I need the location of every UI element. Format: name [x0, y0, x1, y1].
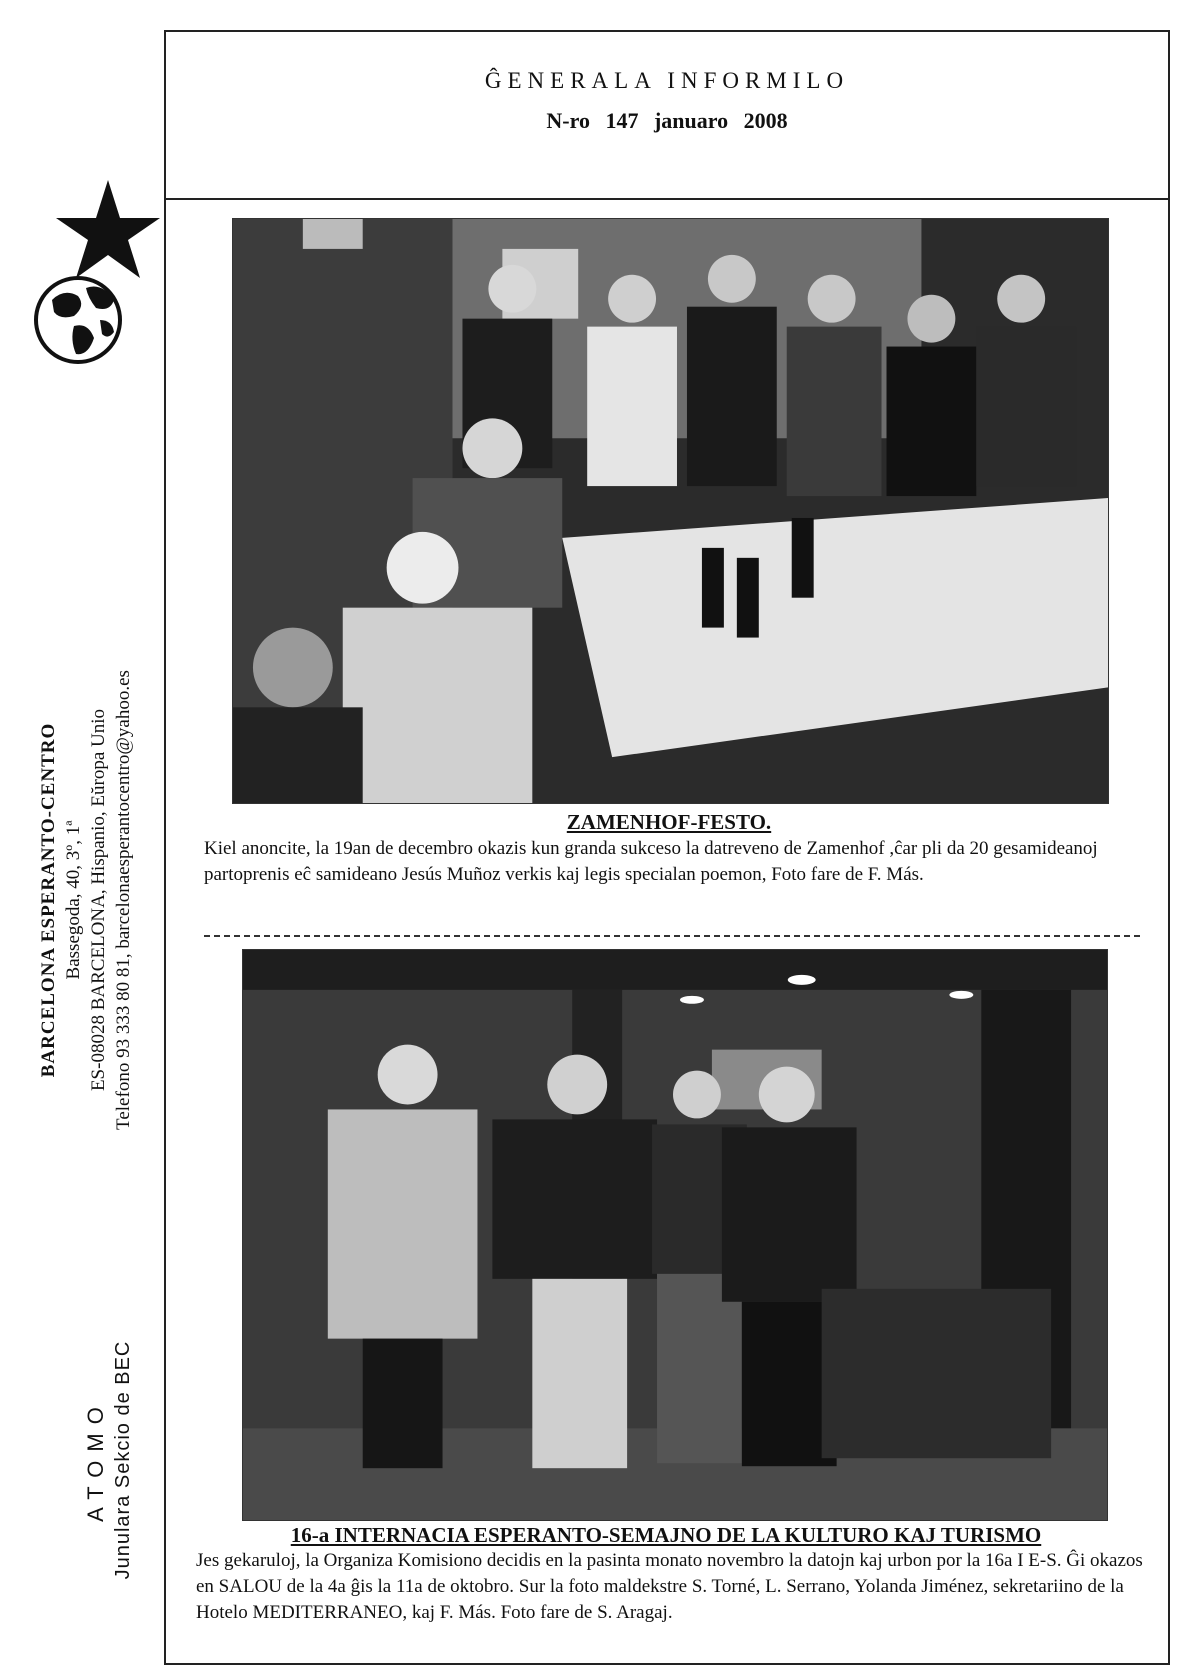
star-globe-icon	[30, 170, 160, 370]
article1-text: Kiel anoncite, la 19an de decembro okazis kun granda sukceso la datreveno de Zamenhof ,ĉar pli da 20 gesamideanoj partoprenis eĉ samideano Jesús Muñoz verkis kaj legis specialan poemon, Foto fare de F. Más.	[204, 838, 1098, 885]
newsletter-title: ĜENERALA INFORMILO	[484, 68, 850, 93]
city-address: ES-08028 BARCELONA, Hispanio, Eŭropa Unio	[88, 708, 109, 1092]
section-name: ATOMO	[83, 1398, 108, 1522]
article2-text: Jes gekaruloj, la Organiza Komisiono decidis en la pasinta monato novembro la datojn kaj urbon por la 16a I E-S. Ĝi okazos en SALOU de la 4a ĝis la 11a de oktobro. Sur la foto maldekstre S. Torné, L. Serrano, Yolanda Jiménez, sekretariino de la Hotelo MEDITERRANEO, kaj F. Más. Foto fare de S. Aragaj.	[196, 1550, 1143, 1623]
dashed-divider	[204, 935, 1140, 937]
article1-title: ZAMENHOF-FESTO.	[566, 810, 772, 834]
organization-name: BARCELONA ESPERANTO-CENTRO	[38, 722, 59, 1078]
newsletter-header	[166, 32, 1168, 200]
zamenhof-party-photo	[232, 218, 1109, 804]
hotel-group-photo	[242, 949, 1108, 1521]
section-subtitle: Junulara Sekcio de BEC	[112, 1340, 134, 1580]
contact-info: Telefono 93 333 80 81, barcelonaesperantocentro@yahoo.es	[113, 670, 134, 1130]
section-block	[82, 1330, 136, 1590]
newsletter-frame	[164, 30, 1170, 1665]
esperanto-logo	[30, 170, 160, 370]
article2-title: 16-a INTERNACIA ESPERANTO-SEMAJNO DE LA KULTURO KAJ TURISMO	[290, 1523, 1042, 1547]
issue-line: N-ro 147 januaro 2008	[546, 108, 788, 133]
address-block	[36, 630, 136, 1170]
green-star-icon	[56, 180, 160, 278]
street-address: Bassegoda, 40, 3º, 1ª	[63, 820, 84, 980]
